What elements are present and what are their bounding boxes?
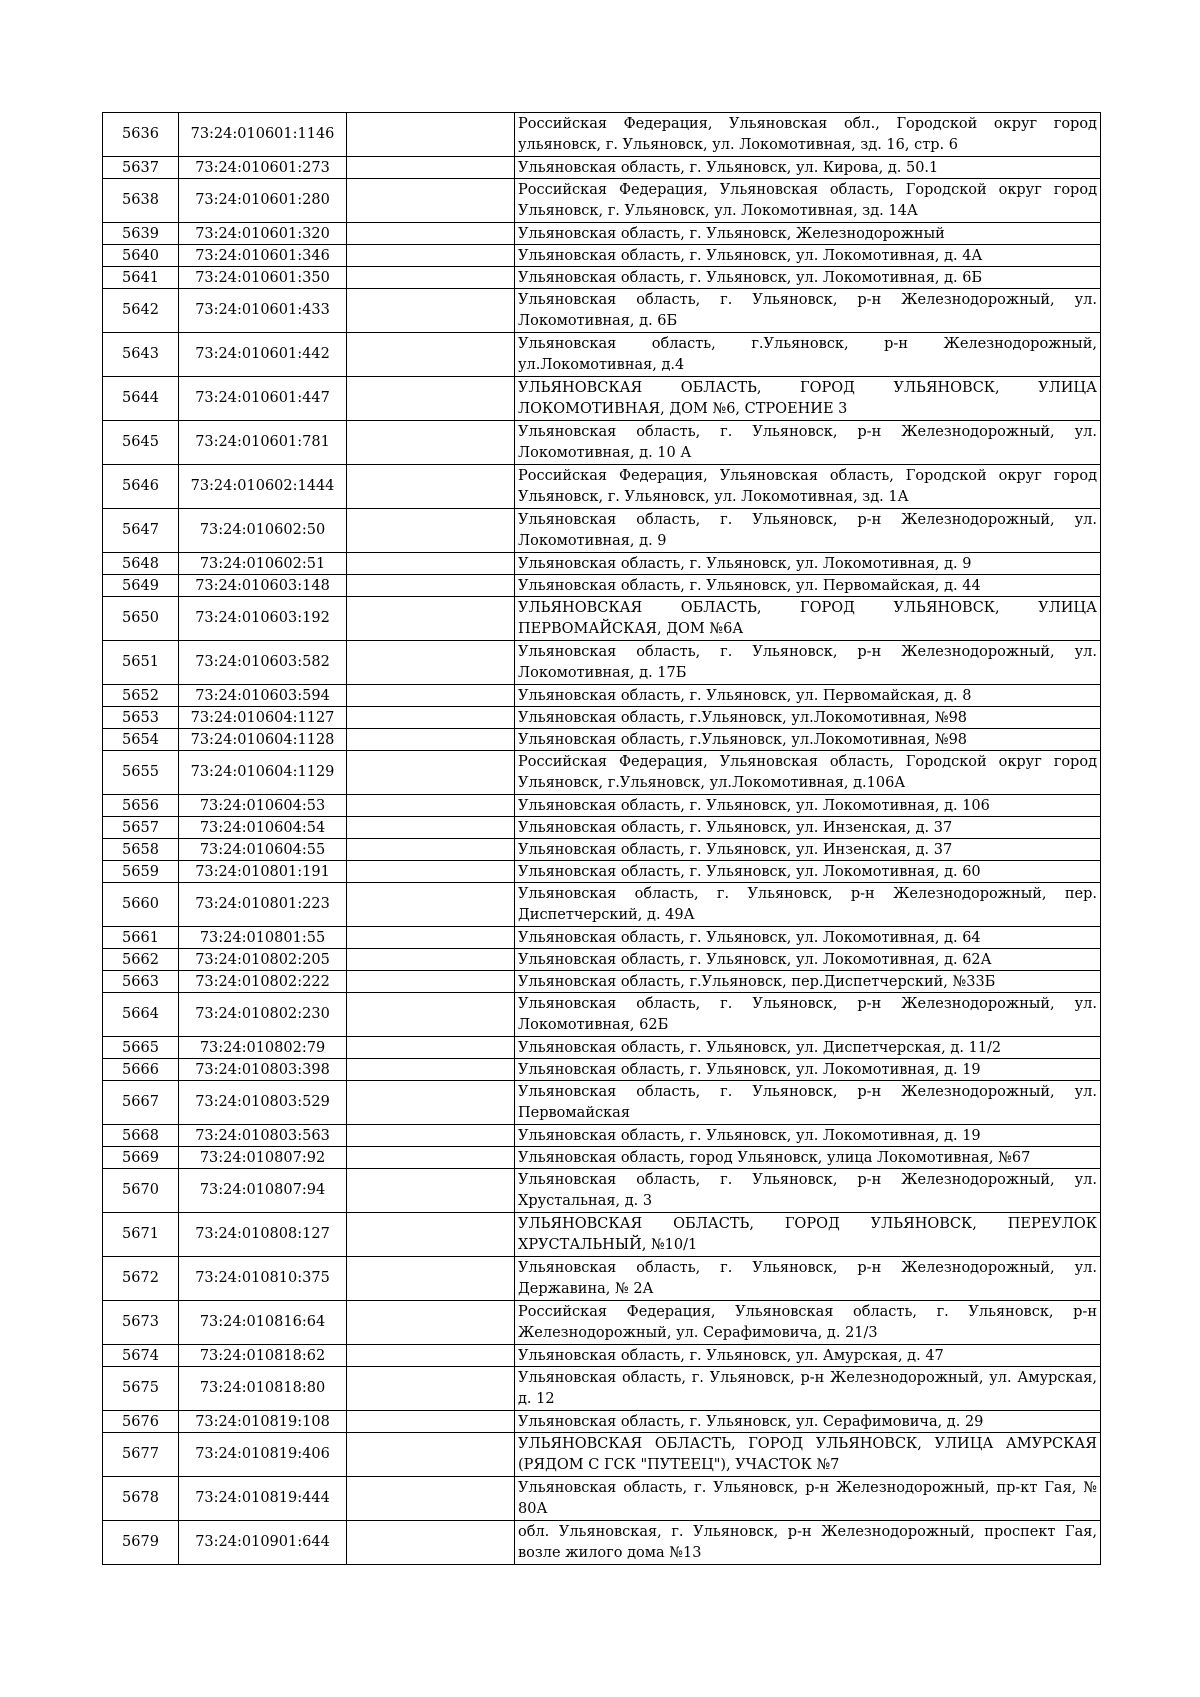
cadastral-number-cell: 73:24:010602:50 xyxy=(179,509,347,553)
empty-cell xyxy=(347,1257,515,1301)
table-row xyxy=(103,421,1101,465)
cadastral-number-cell: 73:24:010803:398 xyxy=(179,1059,347,1081)
empty-cell xyxy=(347,245,515,267)
table-row xyxy=(103,597,1101,641)
address-cell: Ульяновская область, г. Ульяновск, ул. Серафимовича, д. 29 xyxy=(515,1411,1101,1433)
address-cell: Ульяновская область, г. Ульяновск, Железнодорожный xyxy=(515,223,1101,245)
address-cell: Ульяновская область, г. Ульяновск, р-н Железнодорожный, ул. Державина, № 2А xyxy=(515,1257,1101,1301)
cadastral-number-cell: 73:24:010801:223 xyxy=(179,883,347,927)
address-cell: Ульяновская область, г. Ульяновск, р-н Железнодорожный, ул. Первомайская xyxy=(515,1081,1101,1125)
cadastral-number-cell: 73:24:010601:447 xyxy=(179,377,347,421)
cadastral-number-cell: 73:24:010802:205 xyxy=(179,949,347,971)
empty-cell xyxy=(347,509,515,553)
table-row xyxy=(103,1257,1101,1301)
empty-cell xyxy=(347,223,515,245)
address-cell: УЛЬЯНОВСКАЯ ОБЛАСТЬ, ГОРОД УЛЬЯНОВСК, УЛИЦА ПЕРВОМАЙСКАЯ, ДОМ №6А xyxy=(515,597,1101,641)
row-number-cell: 5663 xyxy=(103,971,179,993)
empty-cell xyxy=(347,1213,515,1257)
empty-cell xyxy=(347,377,515,421)
row-number-cell: 5671 xyxy=(103,1213,179,1257)
table-row xyxy=(103,1433,1101,1477)
row-number-cell: 5661 xyxy=(103,927,179,949)
cadastral-number-cell: 73:24:010802:222 xyxy=(179,971,347,993)
table-row xyxy=(103,553,1101,575)
row-number-cell: 5647 xyxy=(103,509,179,553)
address-cell: Российская Федерация, Ульяновская область, Городской округ город Ульяновск, г. Ульяновск, ул. Локомотивная, зд. 1А xyxy=(515,465,1101,509)
cadastral-number-cell: 73:24:010604:53 xyxy=(179,795,347,817)
cadastral-number-cell: 73:24:010604:1128 xyxy=(179,729,347,751)
address-cell: обл. Ульяновская, г. Ульяновск, р-н Железнодорожный, проспект Гая, возле жилого дома №13 xyxy=(515,1521,1101,1565)
row-number-cell: 5646 xyxy=(103,465,179,509)
table-row xyxy=(103,157,1101,179)
empty-cell xyxy=(347,553,515,575)
row-number-cell: 5678 xyxy=(103,1477,179,1521)
table-row xyxy=(103,641,1101,685)
empty-cell xyxy=(347,333,515,377)
row-number-cell: 5650 xyxy=(103,597,179,641)
address-cell: Ульяновская область, г. Ульяновск, ул. Инзенская, д. 37 xyxy=(515,839,1101,861)
row-number-cell: 5648 xyxy=(103,553,179,575)
table-row xyxy=(103,245,1101,267)
empty-cell xyxy=(347,971,515,993)
empty-cell xyxy=(347,1081,515,1125)
address-cell: Ульяновская область, г. Ульяновск, ул. Локомотивная, д. 6Б xyxy=(515,267,1101,289)
cadastral-number-cell: 73:24:010819:108 xyxy=(179,1411,347,1433)
table-row xyxy=(103,795,1101,817)
table-row xyxy=(103,839,1101,861)
cadastral-number-cell: 73:24:010603:148 xyxy=(179,575,347,597)
row-number-cell: 5644 xyxy=(103,377,179,421)
table-row xyxy=(103,179,1101,223)
row-number-cell: 5645 xyxy=(103,421,179,465)
table-row xyxy=(103,223,1101,245)
table-row xyxy=(103,993,1101,1037)
row-number-cell: 5675 xyxy=(103,1367,179,1411)
row-number-cell: 5659 xyxy=(103,861,179,883)
row-number-cell: 5643 xyxy=(103,333,179,377)
empty-cell xyxy=(347,267,515,289)
cadastral-number-cell: 73:24:010601:1146 xyxy=(179,113,347,157)
cadastral-number-cell: 73:24:010604:1129 xyxy=(179,751,347,795)
address-cell: Ульяновская область, г. Ульяновск, р-н Железнодорожный, ул. Локомотивная, д. 10 А xyxy=(515,421,1101,465)
row-number-cell: 5641 xyxy=(103,267,179,289)
address-cell: Ульяновская область, г.Ульяновск, ул.Локомотивная, №98 xyxy=(515,729,1101,751)
row-number-cell: 5674 xyxy=(103,1345,179,1367)
cadastral-number-cell: 73:24:010601:273 xyxy=(179,157,347,179)
empty-cell xyxy=(347,1037,515,1059)
table-row xyxy=(103,289,1101,333)
address-cell: Ульяновская область, г. Ульяновск, ул. Локомотивная, д. 62А xyxy=(515,949,1101,971)
address-cell: Ульяновская область, г. Ульяновск, ул. Локомотивная, д. 19 xyxy=(515,1125,1101,1147)
table-row xyxy=(103,817,1101,839)
address-cell: Ульяновская область, г. Ульяновск, ул. Локомотивная, д. 19 xyxy=(515,1059,1101,1081)
cadastral-number-cell: 73:24:010802:79 xyxy=(179,1037,347,1059)
address-cell: Ульяновская область, г. Ульяновск, р-н Железнодорожный, ул. Хрустальная, д. 3 xyxy=(515,1169,1101,1213)
address-cell: УЛЬЯНОВСКАЯ ОБЛАСТЬ, ГОРОД УЛЬЯНОВСК, УЛИЦА АМУРСКАЯ (РЯДОМ С ГСК "ПУТЕЕЦ"), УЧАСТОК №7 xyxy=(515,1433,1101,1477)
table-row xyxy=(103,949,1101,971)
address-cell: Ульяновская область, г. Ульяновск, р-н Железнодорожный, ул. Локомотивная, д. 17Б xyxy=(515,641,1101,685)
cadastral-number-cell: 73:24:010803:529 xyxy=(179,1081,347,1125)
address-cell: Ульяновская область, г. Ульяновск, р-н Железнодорожный, ул. Амурская, д. 12 xyxy=(515,1367,1101,1411)
table-row xyxy=(103,1477,1101,1521)
empty-cell xyxy=(347,707,515,729)
cadastral-number-cell: 73:24:010819:406 xyxy=(179,1433,347,1477)
empty-cell xyxy=(347,993,515,1037)
empty-cell xyxy=(347,465,515,509)
empty-cell xyxy=(347,927,515,949)
address-cell: Российская Федерация, Ульяновская область, г. Ульяновск, р-н Железнодорожный, ул. Серафимовича, д. 21/3 xyxy=(515,1301,1101,1345)
row-number-cell: 5642 xyxy=(103,289,179,333)
table-row xyxy=(103,1411,1101,1433)
row-number-cell: 5660 xyxy=(103,883,179,927)
empty-cell xyxy=(347,421,515,465)
table-row xyxy=(103,1037,1101,1059)
address-cell: Ульяновская область, г. Ульяновск, ул. Локомотивная, д. 64 xyxy=(515,927,1101,949)
table-row xyxy=(103,1367,1101,1411)
empty-cell xyxy=(347,1169,515,1213)
table-row xyxy=(103,1521,1101,1565)
address-cell: Ульяновская область, г. Ульяновск, ул. Амурская, д. 47 xyxy=(515,1345,1101,1367)
address-cell: Ульяновская область, г. Ульяновск, ул. Инзенская, д. 37 xyxy=(515,817,1101,839)
table-row xyxy=(103,509,1101,553)
cadastral-number-cell: 73:24:010601:320 xyxy=(179,223,347,245)
row-number-cell: 5665 xyxy=(103,1037,179,1059)
row-number-cell: 5677 xyxy=(103,1433,179,1477)
cadastral-number-cell: 73:24:010601:442 xyxy=(179,333,347,377)
empty-cell xyxy=(347,575,515,597)
cadastral-number-cell: 73:24:010810:375 xyxy=(179,1257,347,1301)
cadastral-number-cell: 73:24:010601:781 xyxy=(179,421,347,465)
cadastral-number-cell: 73:24:010604:55 xyxy=(179,839,347,861)
address-cell: Ульяновская область, г. Ульяновск, ул. Диспетчерская, д. 11/2 xyxy=(515,1037,1101,1059)
cadastral-number-cell: 73:24:010803:563 xyxy=(179,1125,347,1147)
registry-table-body xyxy=(103,113,1101,1565)
table-row xyxy=(103,971,1101,993)
cadastral-number-cell: 73:24:010604:54 xyxy=(179,817,347,839)
empty-cell xyxy=(347,795,515,817)
cadastral-number-cell: 73:24:010601:350 xyxy=(179,267,347,289)
row-number-cell: 5669 xyxy=(103,1147,179,1169)
table-row xyxy=(103,883,1101,927)
cadastral-number-cell: 73:24:010807:92 xyxy=(179,1147,347,1169)
empty-cell xyxy=(347,1433,515,1477)
cadastral-number-cell: 73:24:010819:444 xyxy=(179,1477,347,1521)
empty-cell xyxy=(347,861,515,883)
row-number-cell: 5662 xyxy=(103,949,179,971)
cadastral-number-cell: 73:24:010818:80 xyxy=(179,1367,347,1411)
empty-cell xyxy=(347,1059,515,1081)
address-cell: Ульяновская область, г. Ульяновск, ул. Локомотивная, д. 4А xyxy=(515,245,1101,267)
row-number-cell: 5667 xyxy=(103,1081,179,1125)
table-row xyxy=(103,113,1101,157)
address-cell: Российская Федерация, Ульяновская область, Городской округ город Ульяновск, г.Ульяновск, ул.Локомотивная, д.106А xyxy=(515,751,1101,795)
address-cell: Ульяновская область, г. Ульяновск, ул. Кирова, д. 50.1 xyxy=(515,157,1101,179)
table-row xyxy=(103,1059,1101,1081)
row-number-cell: 5654 xyxy=(103,729,179,751)
address-cell: Российская Федерация, Ульяновская область, Городской округ город Ульяновск, г. Ульяновск, ул. Локомотивная, зд. 14А xyxy=(515,179,1101,223)
address-cell: Ульяновская область, г. Ульяновск, ул. Первомайская, д. 8 xyxy=(515,685,1101,707)
empty-cell xyxy=(347,1301,515,1345)
cadastral-number-cell: 73:24:010601:280 xyxy=(179,179,347,223)
table-row xyxy=(103,1169,1101,1213)
address-cell: Ульяновская область, г. Ульяновск, ул. Локомотивная, д. 9 xyxy=(515,553,1101,575)
table-row xyxy=(103,267,1101,289)
empty-cell xyxy=(347,1147,515,1169)
table-row xyxy=(103,1213,1101,1257)
table-row xyxy=(103,1147,1101,1169)
table-row xyxy=(103,377,1101,421)
table-row xyxy=(103,927,1101,949)
row-number-cell: 5668 xyxy=(103,1125,179,1147)
cadastral-number-cell: 73:24:010601:346 xyxy=(179,245,347,267)
empty-cell xyxy=(347,751,515,795)
cadastral-number-cell: 73:24:010602:1444 xyxy=(179,465,347,509)
cadastral-number-cell: 73:24:010801:191 xyxy=(179,861,347,883)
address-cell: Ульяновская область, г. Ульяновск, ул. Локомотивная, д. 60 xyxy=(515,861,1101,883)
address-cell: Ульяновская область, г. Ульяновск, р-н Железнодорожный, ул. Локомотивная, 62Б xyxy=(515,993,1101,1037)
row-number-cell: 5636 xyxy=(103,113,179,157)
table-row xyxy=(103,1345,1101,1367)
row-number-cell: 5639 xyxy=(103,223,179,245)
cadastral-number-cell: 73:24:010604:1127 xyxy=(179,707,347,729)
table-row xyxy=(103,729,1101,751)
row-number-cell: 5672 xyxy=(103,1257,179,1301)
row-number-cell: 5666 xyxy=(103,1059,179,1081)
cadastral-number-cell: 73:24:010802:230 xyxy=(179,993,347,1037)
empty-cell xyxy=(347,179,515,223)
table-row xyxy=(103,1081,1101,1125)
row-number-cell: 5670 xyxy=(103,1169,179,1213)
cadastral-number-cell: 73:24:010816:64 xyxy=(179,1301,347,1345)
row-number-cell: 5656 xyxy=(103,795,179,817)
empty-cell xyxy=(347,1521,515,1565)
empty-cell xyxy=(347,1367,515,1411)
cadastral-number-cell: 73:24:010603:582 xyxy=(179,641,347,685)
table-row xyxy=(103,685,1101,707)
table-row xyxy=(103,333,1101,377)
row-number-cell: 5638 xyxy=(103,179,179,223)
cadastral-number-cell: 73:24:010602:51 xyxy=(179,553,347,575)
address-cell: Ульяновская область, город Ульяновск, улица Локомотивная, №67 xyxy=(515,1147,1101,1169)
row-number-cell: 5658 xyxy=(103,839,179,861)
empty-cell xyxy=(347,729,515,751)
row-number-cell: 5676 xyxy=(103,1411,179,1433)
address-cell: Ульяновская область, г. Ульяновск, р-н Железнодорожный, ул. Локомотивная, д. 9 xyxy=(515,509,1101,553)
empty-cell xyxy=(347,685,515,707)
row-number-cell: 5649 xyxy=(103,575,179,597)
empty-cell xyxy=(347,1411,515,1433)
row-number-cell: 5640 xyxy=(103,245,179,267)
registry-table xyxy=(102,112,1101,1565)
empty-cell xyxy=(347,883,515,927)
row-number-cell: 5637 xyxy=(103,157,179,179)
empty-cell xyxy=(347,949,515,971)
table-row xyxy=(103,707,1101,729)
row-number-cell: 5653 xyxy=(103,707,179,729)
empty-cell xyxy=(347,839,515,861)
empty-cell xyxy=(347,597,515,641)
cadastral-number-cell: 73:24:010801:55 xyxy=(179,927,347,949)
address-cell: Ульяновская область, г.Ульяновск, пер.Диспетчерский, №33Б xyxy=(515,971,1101,993)
cadastral-number-cell: 73:24:010601:433 xyxy=(179,289,347,333)
address-cell: Ульяновская область, г. Ульяновск, ул. Первомайская, д. 44 xyxy=(515,575,1101,597)
table-row xyxy=(103,575,1101,597)
row-number-cell: 5673 xyxy=(103,1301,179,1345)
row-number-cell: 5652 xyxy=(103,685,179,707)
cadastral-number-cell: 73:24:010807:94 xyxy=(179,1169,347,1213)
address-cell: УЛЬЯНОВСКАЯ ОБЛАСТЬ, ГОРОД УЛЬЯНОВСК, ПЕРЕУЛОК ХРУСТАЛЬНЫЙ, №10/1 xyxy=(515,1213,1101,1257)
address-cell: Ульяновская область, г.Ульяновск, ул.Локомотивная, №98 xyxy=(515,707,1101,729)
row-number-cell: 5655 xyxy=(103,751,179,795)
address-cell: УЛЬЯНОВСКАЯ ОБЛАСТЬ, ГОРОД УЛЬЯНОВСК, УЛИЦА ЛОКОМОТИВНАЯ, ДОМ №6, СТРОЕНИЕ 3 xyxy=(515,377,1101,421)
row-number-cell: 5651 xyxy=(103,641,179,685)
cadastral-number-cell: 73:24:010603:594 xyxy=(179,685,347,707)
address-cell: Ульяновская область, г.Ульяновск, р-н Железнодорожный, ул.Локомотивная, д.4 xyxy=(515,333,1101,377)
empty-cell xyxy=(347,1345,515,1367)
address-cell: Ульяновская область, г. Ульяновск, р-н Железнодорожный, пер. Диспетчерский, д. 49А xyxy=(515,883,1101,927)
address-cell: Ульяновская область, г. Ульяновск, ул. Локомотивная, д. 106 xyxy=(515,795,1101,817)
empty-cell xyxy=(347,113,515,157)
cadastral-number-cell: 73:24:010603:192 xyxy=(179,597,347,641)
table-row xyxy=(103,1125,1101,1147)
cadastral-number-cell: 73:24:010818:62 xyxy=(179,1345,347,1367)
address-cell: Российская Федерация, Ульяновская обл., Городской округ город ульяновск, г. Ульяновск, ул. Локомотивная, зд. 16, стр. 6 xyxy=(515,113,1101,157)
row-number-cell: 5679 xyxy=(103,1521,179,1565)
row-number-cell: 5657 xyxy=(103,817,179,839)
row-number-cell: 5664 xyxy=(103,993,179,1037)
table-row xyxy=(103,1301,1101,1345)
empty-cell xyxy=(347,817,515,839)
empty-cell xyxy=(347,289,515,333)
table-row xyxy=(103,465,1101,509)
table-row xyxy=(103,751,1101,795)
empty-cell xyxy=(347,1477,515,1521)
table-row xyxy=(103,861,1101,883)
empty-cell xyxy=(347,1125,515,1147)
address-cell: Ульяновская область, г. Ульяновск, р-н Железнодорожный, ул. Локомотивная, д. 6Б xyxy=(515,289,1101,333)
cadastral-number-cell: 73:24:010808:127 xyxy=(179,1213,347,1257)
empty-cell xyxy=(347,157,515,179)
address-cell: Ульяновская область, г. Ульяновск, р-н Железнодорожный, пр-кт Гая, № 80А xyxy=(515,1477,1101,1521)
cadastral-number-cell: 73:24:010901:644 xyxy=(179,1521,347,1565)
empty-cell xyxy=(347,641,515,685)
